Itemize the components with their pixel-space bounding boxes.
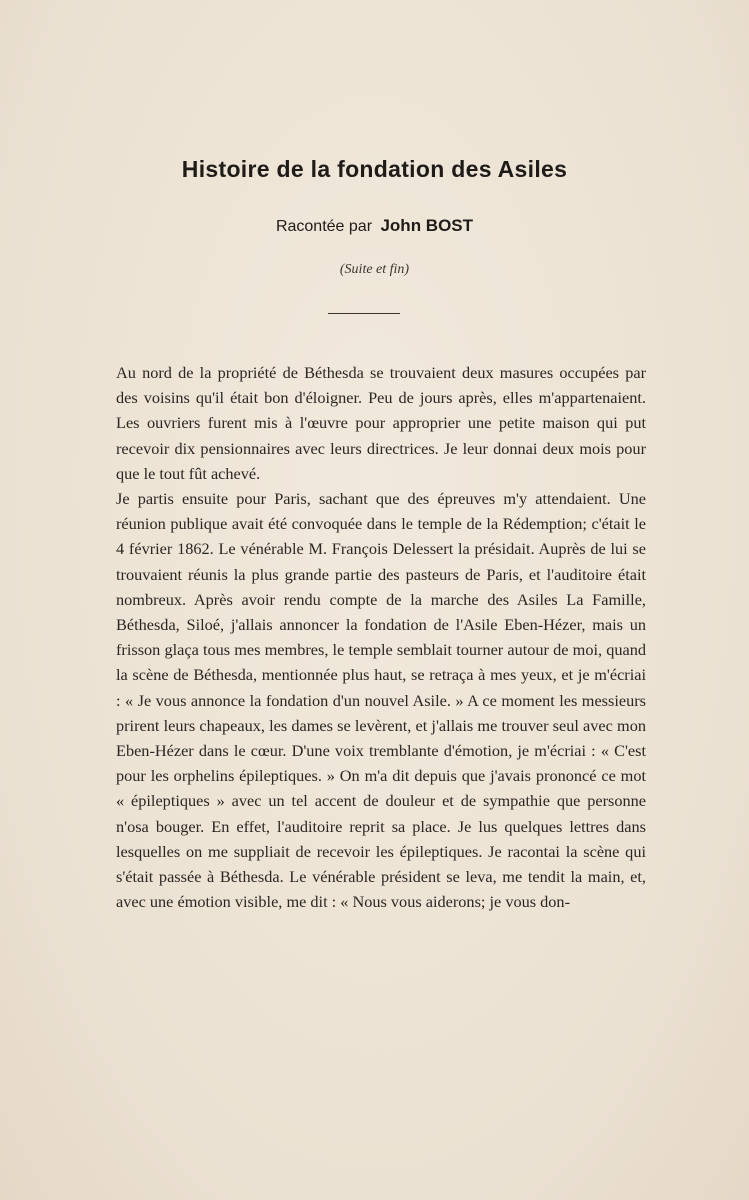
byline: [0, 216, 749, 236]
article-title: Histoire de la fondation des Asiles: [181, 156, 568, 182]
byline-prefix: Racontée par: [275, 218, 373, 235]
article-body: [116, 360, 646, 914]
paragraph: Au nord de la propriété de Béthesda se trouvaient deux masures occupées par des voisins qu'il était bon d'éloigner. Peu de jours après, elles m'appartenaient. Les ouvriers furent mis à l'œuvre pour approprier une petite maison qui put recevoir dix pensionnaires avec leurs directrices. Je leur donnai deux mois pour que le tout fût achevé.: [116, 363, 646, 483]
paragraph: Je partis ensuite pour Paris, sachant que des épreuves m'y attendaient. Une réunion publique avait été convoquée dans le temple de la Rédemption; c'était le 4 février 1862. Le vénérable M. François Delessert la présidait. Auprès de lui se trouvaient réunis la plus grande partie des pasteurs de Paris, et l'auditoire était nombreux. Après avoir rendu compte de la marche des Asiles La Famille, Béthesda, Siloé, j'allais annoncer la fondation de l'Asile Eben-Hézer, mais un frisson glaça tous mes membres, le temple semblait tourner autour de moi, quand la scène de Béthesda, mentionnée plus haut, se retraça à mes yeux, et je m'écriai : « Je vous annonce la fondation d'un nouvel Asile. » A ce moment les messieurs prirent leurs chapeaux, les dames se levèrent, et j'allais me trouver seul avec mon Eben-Hézer dans le cœur. D'une voix tremblante d'émotion, je m'écriai : « C'est pour les orphelins épileptiques. » On m'a dit depuis que j'avais prononcé ce mot « épileptiques » avec un tel accent de douleur et de sympathie que personne n'osa bouger. En effet, l'auditoire reprit sa place. Je lus quelques lettres dans lesquelles on me suppliait de recevoir les épileptiques. Je racontai la scène qui s'était passée à Béthesda. Le vénérable président se leva, me tendit la main, et, avec une émotion visible, me dit : « Nous vous aiderons; je vous don-: [116, 489, 646, 912]
byline-author: John BOST: [380, 216, 474, 235]
separator-rule: [328, 313, 400, 314]
article-subtitle: (Suite et fin): [339, 262, 410, 277]
